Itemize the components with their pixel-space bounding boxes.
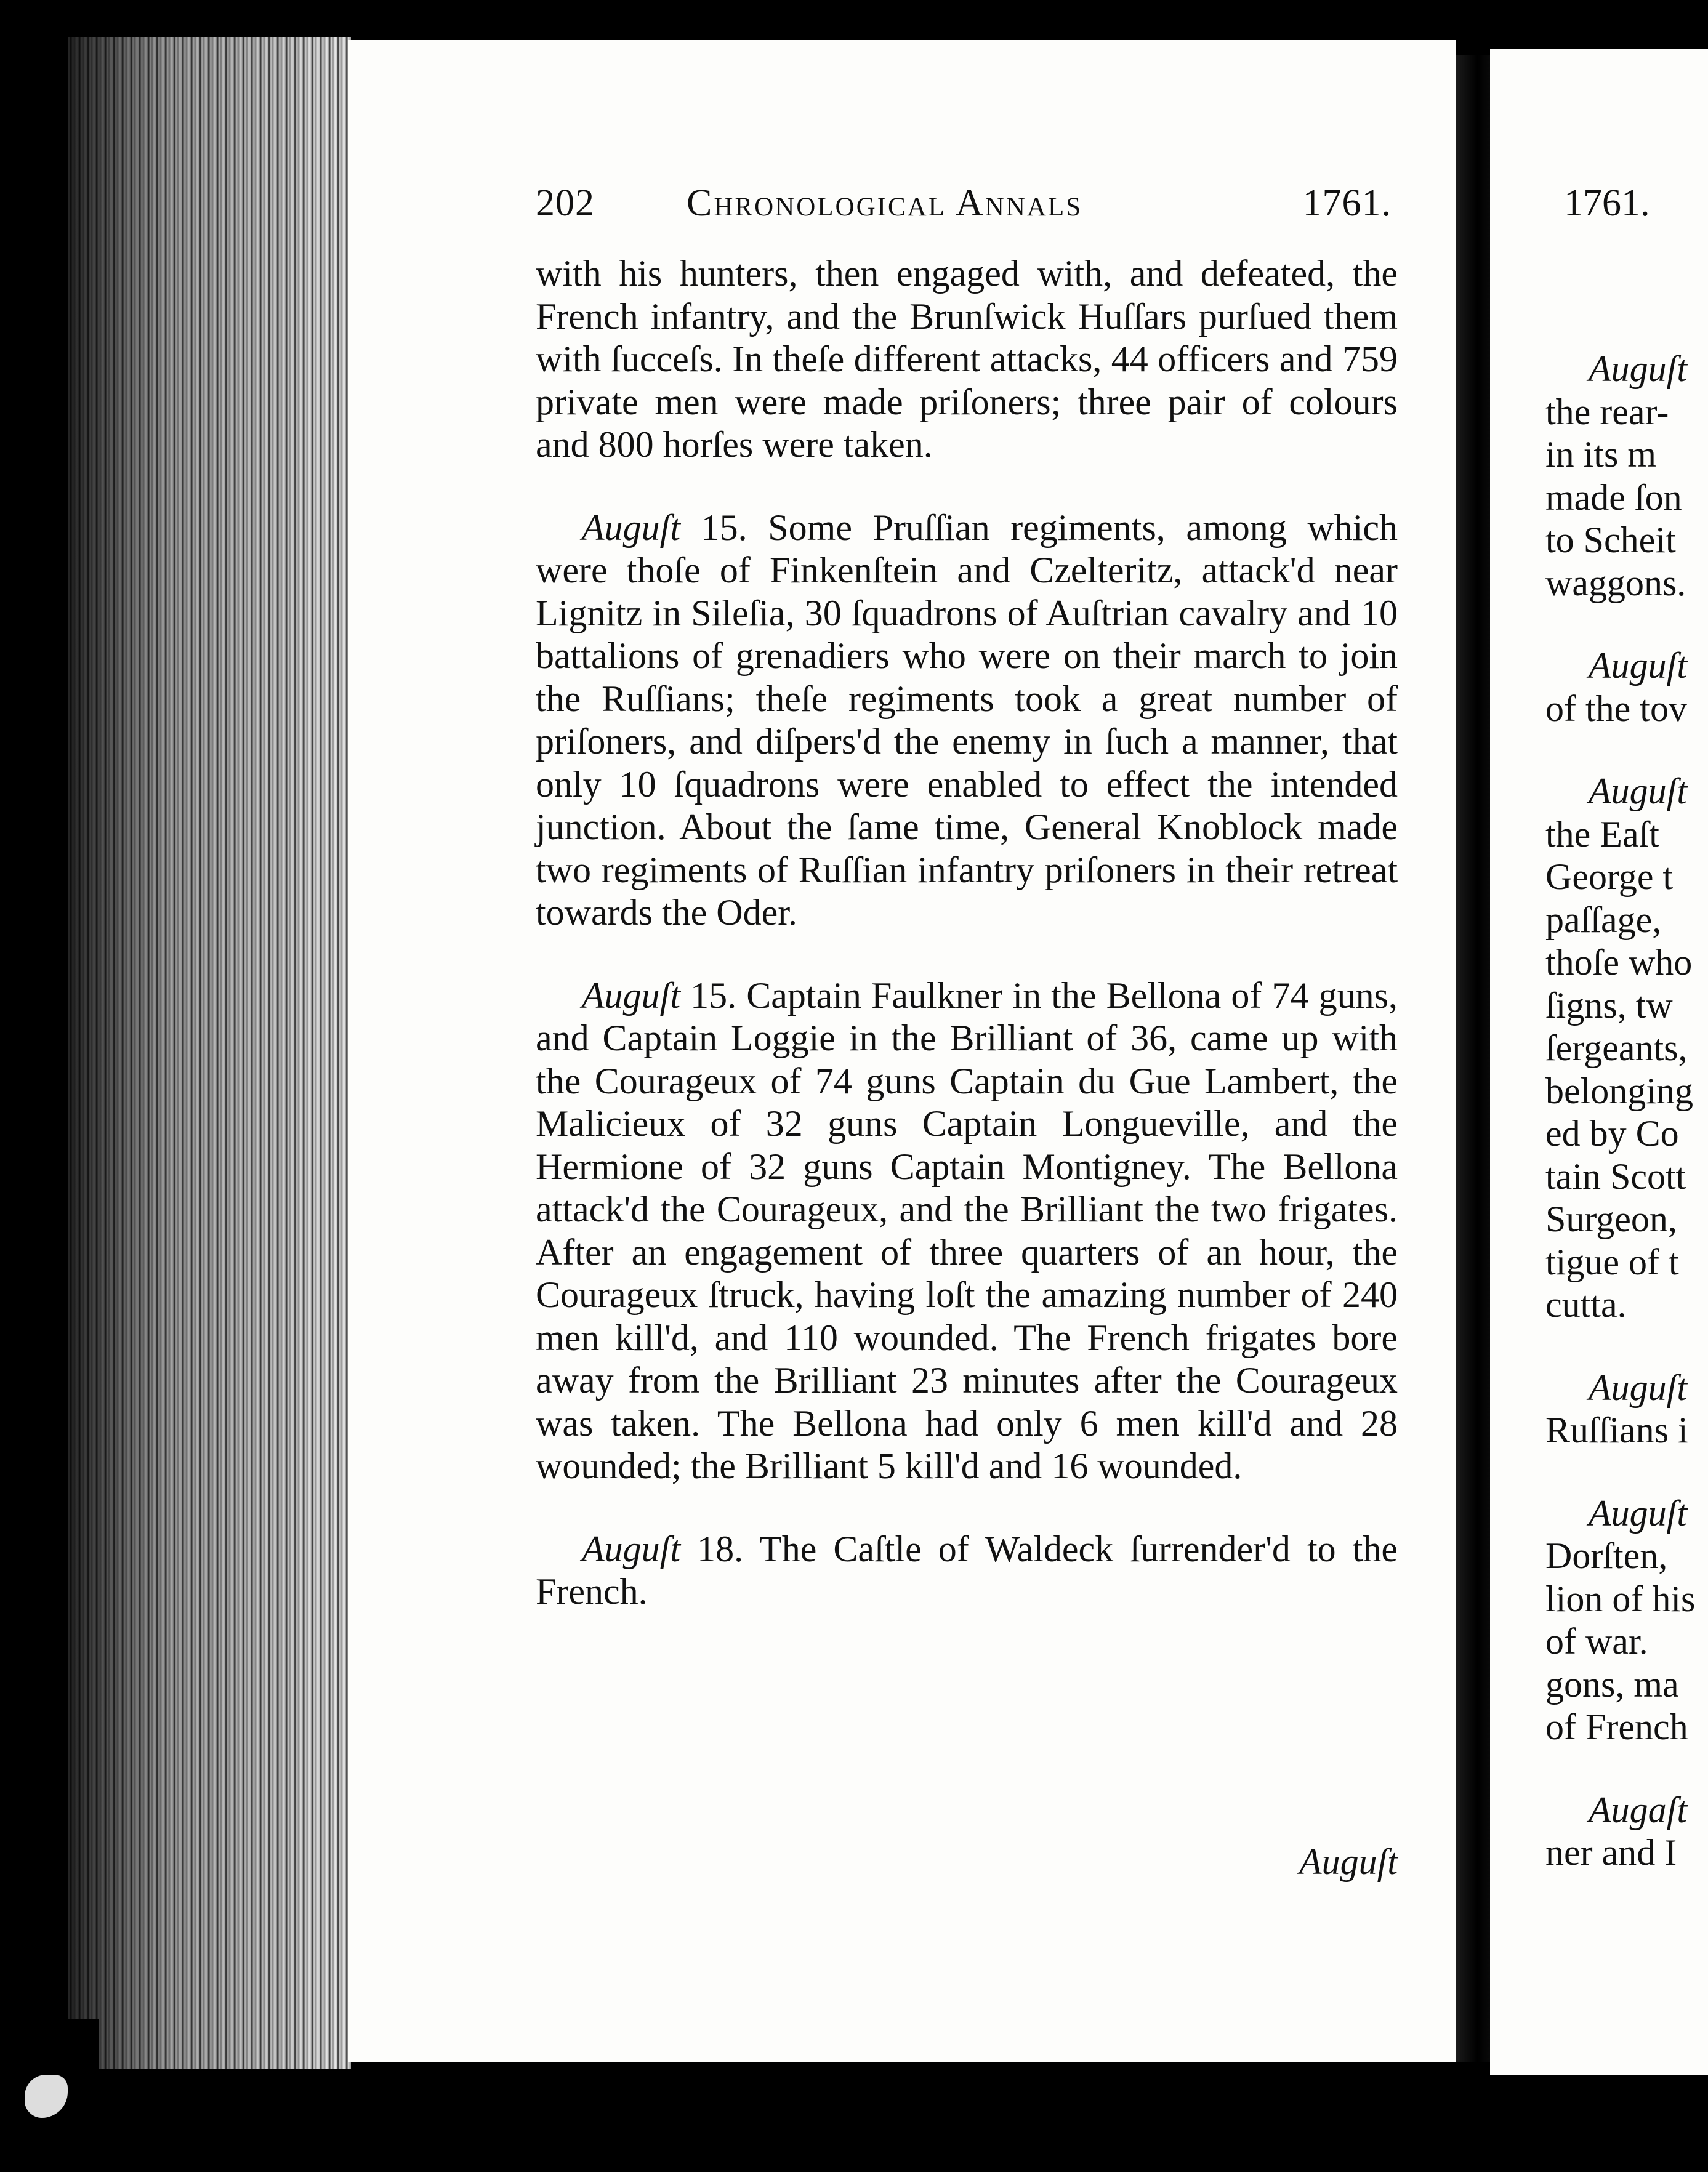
right-page-line: ner and I (1545, 1832, 1677, 1873)
header-year: 1761. (1302, 182, 1392, 224)
right-page-line: Auguſt (1589, 771, 1687, 811)
right-page-line: of the tov (1545, 688, 1687, 729)
right-page-gap (1545, 730, 1708, 770)
right-page-line: ſigns, tw (1545, 984, 1673, 1026)
right-page-text (1545, 348, 1708, 1875)
right-page-gap (1545, 1749, 1708, 1789)
right-page-line: of French (1545, 1707, 1688, 1747)
scan-corner-blot (0, 2019, 99, 2172)
running-header (536, 182, 1392, 237)
right-page-line: Auguſt (1589, 645, 1687, 686)
paragraph-text: 18. The Caſtle of Waldeck ſurrender'd to the French. (536, 1528, 1398, 1612)
right-page-line: Augaſt (1589, 1789, 1687, 1830)
right-page-line: Auguſt (1589, 348, 1687, 389)
catchword: Auguſt (1299, 1841, 1398, 1882)
right-page-line: belonging (1545, 1070, 1693, 1111)
right-page-line: the Eaſt (1545, 813, 1659, 855)
right-page-line: gons, ma (1545, 1663, 1679, 1705)
right-page-gap (1545, 1327, 1708, 1367)
right-page-year: 1761. (1564, 182, 1650, 224)
paragraph-text: with his hunters, then engaged with, and defeated, the French infantry, and the Brunſwick Huſſars purſued them with ſucceſs. In theſe different attacks, 44 officers and 759 private men were made priſoners; three pair of colours and 800 horſes were taken. (536, 253, 1398, 465)
right-page-line: ed by Co (1545, 1113, 1679, 1154)
running-title: Chronological Annals (687, 182, 1083, 224)
right-page-line: to Scheit (1545, 520, 1676, 560)
right-page-line: tigue of t (1545, 1241, 1679, 1282)
right-page-line: ſergeants, (1545, 1028, 1688, 1068)
right-page-line: lion of his (1545, 1578, 1696, 1619)
right-page-gap (1545, 1452, 1708, 1492)
paragraph (536, 252, 1398, 467)
paragraph-text: 15. Some Pruſſian regiments, among which were thoſe of Finkenſtein and Czelteritz, attack'd near Lignitz in Sileſia, 30 ſquadrons of Auſtrian cavalry and 10 battalions of grenadiers who were on their march to join the Ruſſians; theſe regiments took a great number of priſoners, and diſpers'd the enemy in ſuch a manner, that only 10 ſquadrons were enabled to effect the intended junction. About the ſame time, General Knoblock made two regiments of Ruſſian infantry priſoners in their retreat towards the Oder. (536, 507, 1398, 933)
right-page-line: the rear- (1545, 391, 1669, 432)
paragraph-text: 15. Captain Faulkner in the Bellona of 74 guns, and Captain Loggie in the Brilliant of 36, came up with the Courageux of 74 guns Captain du Gue Lambert, the Malicieux of 32 guns Captain Longueville, and the Hermione of 32 guns Captain Montigney. The Bellona attack'd the Courageux, and the Brilliant the two frigates. After an engagement of three quarters of an hour, the Courageux ſtruck, having loſt the amazing number of 240 men kill'd, and 110 wounded. The French frigates bore away from the Brilliant 23 minutes after the Courageux was taken. The Bellona had only 6 men kill'd and 28 wounded; the Brilliant 5 kill'd and 16 wounded. (536, 975, 1398, 1486)
right-page-line: in its m (1545, 434, 1657, 475)
right-page-line: Auguſt (1589, 1367, 1687, 1408)
right-page-line: Auguſt (1589, 1492, 1687, 1534)
right-page-line: of war. (1545, 1621, 1648, 1662)
right-page-line: made ſon (1545, 477, 1682, 518)
right-page-line: Ruſſians i (1545, 1410, 1688, 1450)
right-page-line: waggons. (1545, 562, 1686, 603)
right-page-line: paſſage, (1545, 899, 1662, 940)
right-page-line: Dorſten, (1545, 1535, 1668, 1576)
right-page-line: Surgeon, (1545, 1199, 1677, 1239)
paragraph (536, 507, 1398, 935)
right-page-line: tain Scott (1545, 1156, 1686, 1197)
right-page-line: George t (1545, 856, 1674, 897)
paragraph (536, 975, 1398, 1488)
left-page-body (536, 252, 1398, 1654)
paragraph (536, 1528, 1398, 1614)
right-page (1490, 49, 1708, 2075)
paragraph-date: Auguſt (582, 975, 680, 1016)
paragraph-date: Auguſt (582, 1528, 680, 1569)
page-number: 202 (536, 182, 595, 224)
right-page-gap (1545, 605, 1708, 645)
paragraph-date: Auguſt (582, 507, 680, 548)
page-edge-shadow (68, 37, 351, 2069)
right-page-line: thoſe who (1545, 942, 1693, 983)
right-page-line: cutta. (1545, 1284, 1627, 1325)
